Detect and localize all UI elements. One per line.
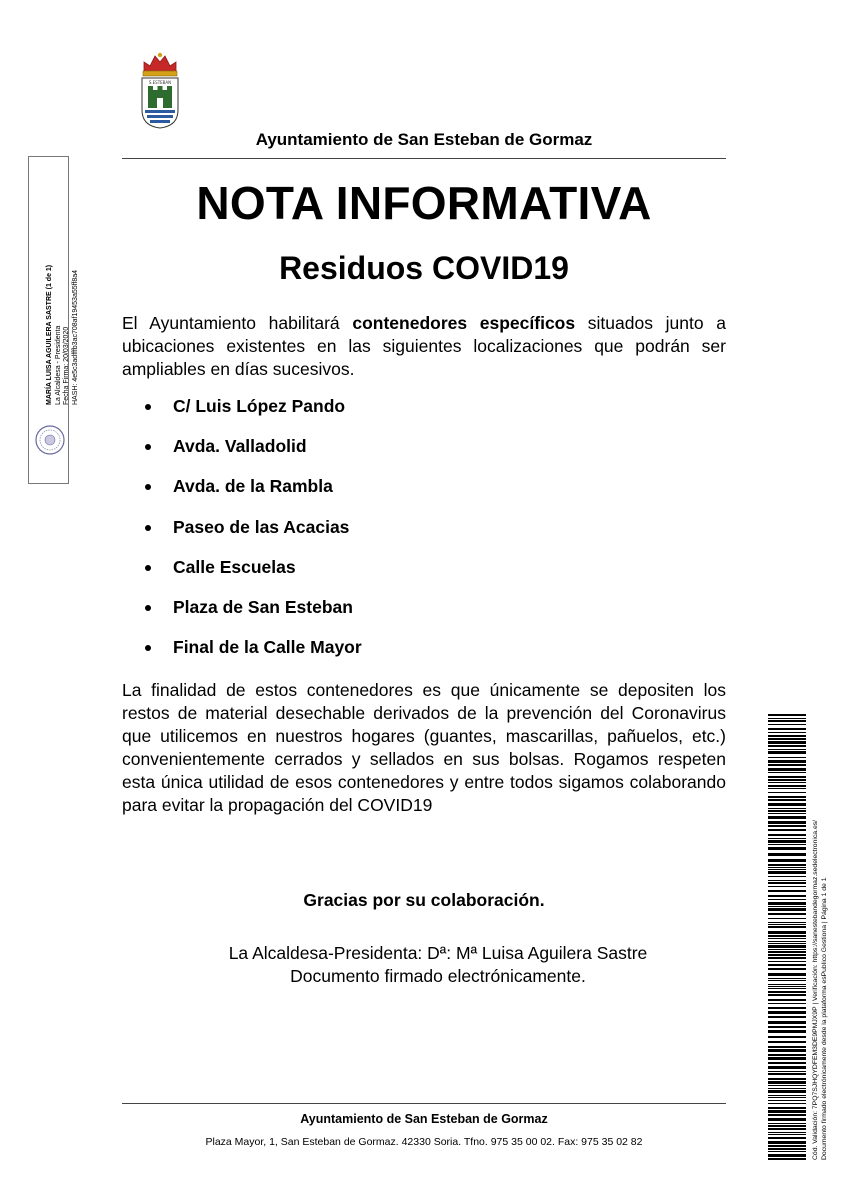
list-item xyxy=(145,396,362,436)
location-label: Paseo de las Acacias xyxy=(173,516,350,537)
barcode-stripe xyxy=(768,1003,806,1004)
barcode-stripe xyxy=(768,853,806,856)
barcode-stripe xyxy=(768,1090,806,1093)
bullet-icon xyxy=(145,645,151,651)
list-item xyxy=(145,436,362,476)
barcode-stripe xyxy=(768,906,806,907)
signature-line-mayor: La Alcaldesa-Presidenta: Dª: Mª Luisa Aguilera Sastre xyxy=(228,943,648,963)
barcode-stripe xyxy=(768,1071,806,1072)
barcode-stripe xyxy=(768,1141,806,1144)
validation-text xyxy=(812,714,829,1160)
seal-icon xyxy=(34,424,66,456)
barcode-stripe xyxy=(768,1107,806,1109)
barcode-stripe xyxy=(768,757,806,758)
barcode-stripe xyxy=(768,847,806,850)
barcode-stripe xyxy=(768,984,806,985)
barcode-stripe xyxy=(768,714,806,716)
barcode-stripe xyxy=(768,738,806,740)
location-label: Plaza de San Esteban xyxy=(173,596,353,617)
header-divider xyxy=(122,158,726,159)
barcode-stripe xyxy=(768,732,806,733)
barcode-stripe xyxy=(768,1085,806,1086)
location-label: C/ Luis López Pando xyxy=(173,396,346,416)
barcode-stripe xyxy=(768,938,806,939)
barcode-stripe xyxy=(768,1066,806,1069)
barcode-stripe xyxy=(768,935,806,937)
barcode-stripe xyxy=(768,829,806,831)
barcode-stripe xyxy=(768,949,806,950)
barcode-stripe xyxy=(768,1151,806,1152)
barcode-stripe xyxy=(768,772,806,773)
barcode-stripe xyxy=(768,751,806,754)
barcode-stripe xyxy=(768,876,806,877)
barcode-stripe xyxy=(768,810,806,812)
barcode-stripe xyxy=(768,728,806,730)
barcode-stripe xyxy=(768,988,806,989)
barcode-stripe xyxy=(768,908,806,911)
barcode-icon xyxy=(768,714,806,1160)
location-label: Calle Escuelas xyxy=(173,556,296,577)
barcode-stripe xyxy=(768,1049,806,1052)
barcode-stripe xyxy=(768,1095,806,1096)
signature-line-electronic: Documento firmado electrónicamente. xyxy=(290,966,586,986)
bullet-icon xyxy=(145,444,151,450)
barcode-stripe xyxy=(768,945,806,948)
location-label: Final de la Calle Mayor xyxy=(173,637,362,658)
barcode-stripe xyxy=(768,799,806,801)
barcode-stripe xyxy=(768,968,806,970)
barcode-stripe xyxy=(768,957,806,959)
barcode-stripe xyxy=(768,994,806,996)
barcode-stripe xyxy=(768,869,806,870)
header-organization: Ayuntamiento de San Esteban de Gormaz xyxy=(255,130,593,149)
barcode-stripe xyxy=(768,1097,806,1098)
barcode-stripe xyxy=(768,813,806,814)
barcode-stripe xyxy=(768,1154,806,1157)
barcode-stripe xyxy=(768,1132,806,1133)
intro-paragraph xyxy=(122,312,726,381)
barcode-stripe xyxy=(768,825,806,827)
barcode-stripe xyxy=(768,1007,806,1009)
barcode-stripe xyxy=(768,1134,806,1135)
document-subtitle: Residuos COVID19 xyxy=(279,250,569,286)
barcode-stripe xyxy=(768,741,806,744)
location-label: Avda. de la Rambla xyxy=(173,476,333,497)
barcode-stripe xyxy=(768,834,806,836)
list-item xyxy=(145,517,362,557)
barcode-stripe xyxy=(768,871,806,874)
barcode-stripe xyxy=(768,991,806,993)
barcode-stripe xyxy=(768,926,806,928)
barcode-stripe xyxy=(768,776,806,778)
barcode-stripe xyxy=(768,735,806,737)
barcode-stripe xyxy=(768,1110,806,1113)
barcode-stripe xyxy=(768,1057,806,1060)
barcode-stripe xyxy=(768,785,806,787)
barcode-stripe xyxy=(768,899,806,900)
barcode-stripe xyxy=(768,867,806,868)
validation-code: Cód. Validación: 7PQ7SJHQYDFEM3DE9PMJX9P | Verificación: https://sanestebandegormaz.sedelectronica.es/ xyxy=(812,819,819,1160)
intro-text-start: El Ayuntamiento habilitará xyxy=(122,313,353,333)
barcode-stripe xyxy=(768,1036,806,1038)
barcode-stripe xyxy=(768,796,806,798)
barcode-stripe xyxy=(768,808,806,809)
barcode-stripe xyxy=(768,954,806,956)
barcode-stripe xyxy=(768,951,806,953)
barcode-stripe xyxy=(768,880,806,881)
list-item xyxy=(145,637,362,677)
e-signature-hash: HASH: 4e5c3adfffb3ac708af19453a55ff8a4 xyxy=(71,269,79,405)
barcode-stripe xyxy=(768,844,806,845)
barcode-stripe xyxy=(768,1128,806,1130)
barcode-stripe xyxy=(768,1021,806,1024)
coat-of-arms-logo xyxy=(136,50,184,130)
barcode-stripe xyxy=(768,803,806,806)
barcode-stripe xyxy=(768,913,806,915)
barcode-stripe xyxy=(768,986,806,987)
barcode-stripe xyxy=(768,724,806,725)
e-signature-text xyxy=(46,105,86,405)
barcode-stripe xyxy=(768,1026,806,1028)
barcode-stripe xyxy=(768,890,806,892)
barcode-stripe xyxy=(768,1046,806,1048)
barcode-stripe xyxy=(768,782,806,783)
barcode-stripe xyxy=(768,931,806,934)
barcode-stripe xyxy=(768,788,806,789)
barcode-stripe xyxy=(768,840,806,843)
barcode-stripe xyxy=(768,768,806,771)
barcode-stripe xyxy=(768,1081,806,1084)
bullet-icon xyxy=(145,605,151,611)
barcode-stripe xyxy=(768,1114,806,1116)
location-label: Avda. Valladolid xyxy=(173,436,307,457)
bullet-icon xyxy=(145,525,151,531)
footer-address: Plaza Mayor, 1, San Esteban de Gormaz. 42330 Soria. Tfno. 975 35 00 02. Fax: 975 35 02 82 xyxy=(205,1136,643,1148)
barcode-stripe xyxy=(768,1078,806,1080)
barcode-stripe xyxy=(768,1145,806,1147)
barcode-stripe xyxy=(768,973,806,976)
barcode-stripe xyxy=(768,859,806,862)
bullet-icon xyxy=(145,404,151,410)
barcode-stripe xyxy=(768,943,806,944)
e-signature-signer: MARÍA LUISA AGUILERA SASTRE (1 de 1) xyxy=(46,264,53,405)
barcode-stripe xyxy=(768,1148,806,1150)
barcode-stripe xyxy=(768,886,806,887)
barcode-stripe xyxy=(768,1137,806,1139)
list-item xyxy=(145,476,362,516)
crest-text: S.ESTEBAN xyxy=(148,80,172,85)
list-item xyxy=(145,557,362,597)
barcode-stripe xyxy=(768,1016,806,1018)
footer-organization: Ayuntamiento de San Esteban de Gormaz xyxy=(300,1112,548,1126)
barcode-stripe xyxy=(768,816,806,819)
barcode-stripe xyxy=(768,749,806,750)
closing-paragraph: La finalidad de estos contenedores es que únicamente se depositen los restos de material desechable derivados de la prevención del Coronavirus que utilicemos en nuestros hogares (guantes, mascarillas, pañuelos, etc.) convenientemente cerrados y sellados en sus bolsas. Rogamos respeten esta única utilidad de esos contenedores y entre todos sigamos colaborando para evitar la propagación del COVID19 xyxy=(122,680,726,815)
barcode-stripe xyxy=(768,864,806,866)
barcode-stripe xyxy=(768,882,806,884)
barcode-stripe xyxy=(768,821,806,824)
intro-text-end: situados junto a ubicaciones existentes en las siguientes localizaciones que podrán ser ampliables en días sucesivos. xyxy=(122,313,727,379)
barcode-stripe xyxy=(768,1062,806,1064)
barcode-stripe xyxy=(768,1088,806,1089)
bullet-icon xyxy=(145,484,151,490)
barcode-stripe xyxy=(768,764,806,766)
e-signature-role: La Alcaldesa - Presidenta xyxy=(54,325,62,405)
barcode-stripe xyxy=(768,978,806,979)
barcode-stripe xyxy=(768,902,806,905)
barcode-stripe xyxy=(768,918,806,919)
bullet-icon xyxy=(145,565,151,571)
barcode-stripe xyxy=(768,999,806,1001)
barcode-stripe xyxy=(768,924,806,925)
list-item xyxy=(145,597,362,637)
barcode-stripe xyxy=(768,1011,806,1014)
barcode-stripe xyxy=(768,1103,806,1104)
footer-divider xyxy=(122,1103,726,1104)
thanks-line: Gracias por su colaboración. xyxy=(303,890,545,910)
locations-list xyxy=(145,396,362,677)
barcode-stripe xyxy=(768,745,806,747)
barcode-stripe xyxy=(768,792,806,793)
intro-text-bold: contenedores específicos xyxy=(352,313,576,333)
barcode-stripe xyxy=(768,1125,806,1127)
e-signature-date: Fecha Firma: 20/03/2020 xyxy=(63,326,70,405)
barcode-stripe xyxy=(768,1041,806,1043)
document-title: NOTA INFORMATIVA xyxy=(196,177,652,229)
barcode-stripe xyxy=(768,1054,806,1056)
barcode-stripe xyxy=(768,1073,806,1075)
barcode-stripe xyxy=(768,980,806,981)
validation-platform: Documento firmado electrónicamente desde la plataforma esPublico Gestiona | Página 1 de 1 xyxy=(820,877,828,1160)
barcode-stripe xyxy=(768,961,806,962)
barcode-stripe xyxy=(768,760,806,763)
barcode-stripe xyxy=(768,1123,806,1124)
barcode-stripe xyxy=(768,1158,806,1160)
barcode-stripe xyxy=(768,1118,806,1121)
barcode-stripe xyxy=(768,1030,806,1033)
barcode-stripe xyxy=(768,718,806,719)
barcode-stripe xyxy=(768,720,806,722)
barcode-stripe xyxy=(768,941,806,942)
barcode-stripe xyxy=(768,964,806,966)
barcode-stripe xyxy=(768,838,806,839)
barcode-stripe xyxy=(768,779,806,781)
barcode-stripe xyxy=(768,922,806,923)
barcode-stripe xyxy=(768,1100,806,1101)
barcode-stripe xyxy=(768,895,806,897)
